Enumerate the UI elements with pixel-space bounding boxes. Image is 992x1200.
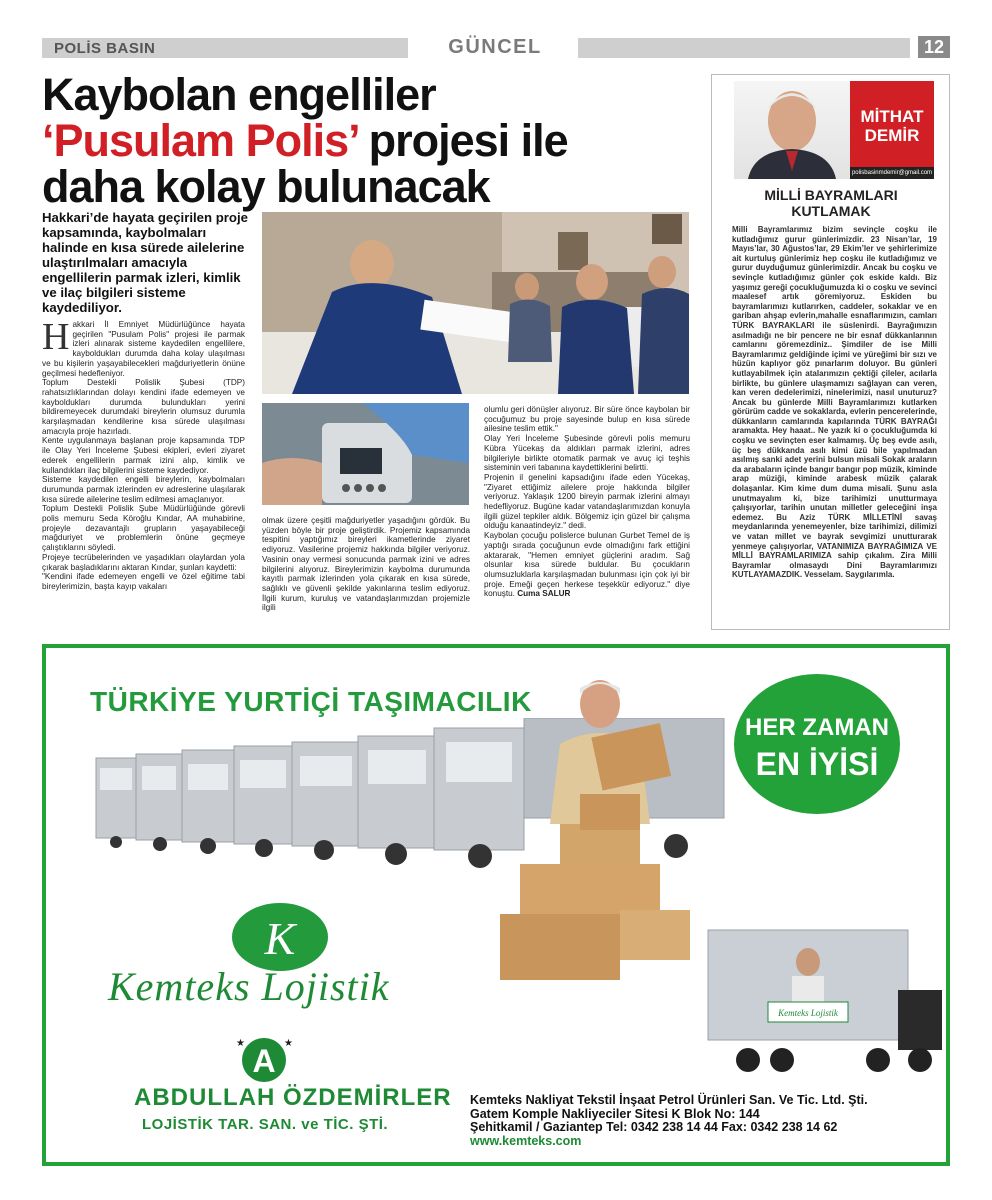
article-deck: Hakkari’de hayata geçirilen proje kapsamında, kaybolmaları halinde en kısa sürede ailelerine ulaştırılmaları amacıyla engellilerin parmak izleri, kimlik ve ilaç bilgileri sisteme kaydediliyor. [42,210,248,315]
article-byline: Cuma SALUR [517,589,571,599]
ad-website-link[interactable]: www.kemteks.com [470,1133,582,1148]
delivery-man-with-boxes [500,674,700,984]
article-paragraph [42,316,245,378]
article-paragraph: Kente uygulanmaya başlanan proje kapsamında TDP ile Olay Yeri İnceleme Şubesi ekipleri, evleri ziyaret ederek engellilerin parmak izini alıp, kimlik ve kullandıkları ilaç bilgilerini sisteme kaydediyor. [42,436,245,475]
ad-slogan-badge [734,674,900,814]
article-column-2 [262,516,470,613]
column-title: MİLLİ BAYRAMLARI KUTLAMAK [764,187,898,219]
ad-phone-line: Şehitkamil / Gaziantep Tel: 0342 238 14 44 Fax: 0342 238 14 62 [470,1120,838,1134]
article-paragraph [484,531,690,599]
photo-fingerprint-illustration [262,403,469,505]
headline-line-3: daha kolay bulunacak [42,161,490,212]
column-text: Milli Bayramlarımız bizim sevinçle coşku ile kutladığımız gurur günlerimizdir. 23 Nisan’lar, 19 Mayıs’lar, 30 Ağustos’lar, 29 Ekim’ler ve şehirlerimize ait kurtuluş günlerimiz hep coşku ile kutladığımız ve gurur duyduğumuz günlerimizdir. Ancak bu coşku ve sevinçle kutladığımız günler çok eskide kaldı. Biz yaşımız gereği çocukluğumuzda ki o coşku ve sevinci maalesef artık göremiyoruz. Eskiden bu bayramlarımızı kutlarırken, caddeler, sokaklar ve en gariban ahşap evlerin,mahalle esnaflarımızın, camları TÜRK BAYRAKLARI ile süslenirdi. Bayrağımızın asılmadığı ne bir pencere ne bir esnaf dükkanlarının camlarını göremezdiniz.. Şimdiler de ise Milli Bayramlarımız geldiğinde içimi ve yüreğimi bir sızı ve hüzün kaplıyor göz pınarlarım doluyor. Bu günleri kutlayabilmek için atalarımızın çektiği çileler, acılarla birlikte, bu günlere ulaşmamızı sağlayan can veren, kan veren dedelerimizi, ninelerimizi, nasıl unuturuz? Ancak bu günlerde Milli Bayramlarımızı kutlarken görürüm cadde ve sokaklarda, evlerin pencerelerinde, dükkanların camlarında kapılarında TÜRK BAYRAĞI aramakta. Hey haaat.. Ne yazık ki o çocukluğumda ki coşku ve sevinçten eser kalmamış. Üç beş evde asılı, üç beş dükkanda asılı kimi üzü bile yapılmadan asılmış sanki adet yerini bulsun misali Sokak araların da arabaların içinde bangır bangır pop müzik, kiminde arap müziği, kiminde arabesk müzik çalarak dolaşanlar. Kim kime dum duma misali. Şunu asla unutmayalım ki, bize tarihimizi unutturmaya çalışıyorlar, tarihin unutan milletler geleceğini inşa edemez. Bu Aziz TÜRK MİLLETİNİ savaş meydanlarında yenemeyenler, bize tarihimizi, dilimizi ve vatan millet ve bayrak sevgimizi unutturarak yenmeye çalışıyorlar, VATANIMIZA BAYRAĞIMIZA VE MİLLİ BAYRAMLARIMIZA sahip çıkalım. Zira Milli Bayramlar olmasaydı Dini Bayramlarımızı KUTLAYAMAZDIK. Vesselam. Saygılarımla. [732,225,937,580]
headline-line-1: Kaybolan engelliler [42,69,436,120]
columnist-last-name: DEMİR [864,126,920,145]
abdullah-company-subtitle: LOJİSTİK TAR. SAN. ve TİC. ŞTİ. [142,1116,389,1133]
article-photo-main [262,212,689,394]
abdullah-company-name: ABDULLAH ÖZDEMİRLER [134,1084,452,1111]
ad-contact-info [470,1094,868,1148]
header-bar-right [578,38,910,58]
ad-title: TÜRKİYE YURTİÇİ TAŞIMACILIK [90,686,532,717]
ad-slogan-line-2: EN İYİSİ [755,746,879,782]
kemteks-truck-illustration [688,910,948,1090]
advertisement-kemteks [42,644,950,1166]
star-icon: ★ [284,1038,293,1049]
columnist-email: polisbasinmdemir@gmail.com [850,167,934,179]
article-photo-fingerprint [262,403,469,505]
article-paragraph: olumlu geri dönüşler alıyoruz. Bir süre önce kaybolan bir çocuğumuz bu proje sayesinde bulup en kısa sürede ailesine teslim ettik." [484,405,690,434]
kemteks-logo-letter: K [264,913,296,964]
headline-project-name: ‘Pusulam Polis’ [42,115,358,166]
ad-address-line: Gatem Komple Nakliyeciler Sitesi K Blok No: 144 [470,1106,760,1121]
article-closing-text: Kaybolan çocuğu polislerce bulunan Gurbet Temel de iş yaptığı sırada çocuğunun evde olmadığını fark ettiğini aktararak, "Hemen emniyet güçlerini aradım. Sağ olsunlar kısa sürede buldular. Bu çocukların olumsuzluklarla karşılaşmadan bulunması için çok iyi bir proje. Emeği geçen herkese teşekkür ediyoruz." diye konuştu. [484,531,690,599]
article-paragraph: Olay Yeri İnceleme Şubesinde görevli polis memuru Kübra Yücekaş da aldıkları parmak izlerini, adres bilgileriyle birlikte otomatik parmak ve avuç içi teşhis sisteminin veri tabanına kaydettiklerini belirtti. [484,434,690,473]
article-paragraph: Sisteme kaydedilen engelli bireylerin, kaybolmaları durumunda parmak izlerinden ev adreslerine ulaşılarak kısa sürede ailelerine teslim edilmesi amaçlanıyor. [42,475,245,504]
kemteks-brand-name: Kemteks Lojistik [108,964,390,1009]
article-intro-text: akkari İl Emniyet Müdürlüğünce hayata geçirilen "Pusulam Polis" projesi ile parmak izleri alınarak sisteme kaydedilen engellilere, kayboldukları durumda daha kolay ulaşılması ve bu kişilerin yaşayabilecekleri mağduriyetlerin önüne geçilmesi hedefleniyor. [42,320,245,378]
header-bar-left [42,38,408,58]
abdullah-logo-icon [228,1034,300,1082]
article-paragraph: "Kendini ifade edemeyen engelli ve özel eğitime tabi bireylerimizin, başta kayıp vakaları [42,572,245,591]
article-headline [42,69,702,212]
columnist-name [850,81,934,167]
truck-logo-text: Kemteks Lojistik [778,1008,838,1018]
ad-slogan-line-1: HER ZAMAN [745,714,889,741]
page-number: 12 [918,36,950,58]
headline-line-2 [42,115,702,166]
article-paragraph: olmak üzere çeşitli mağduriyetler yaşadığını gördük. Bu yüzden böyle bir proje geliştirdik. Projemiz kapsamında tespitini yaptığımız bireyleri ikametlerinde ziyaret ediyoruz. Vasilerine projemiz hakkında bilgiler veriyoruz. Vasinin onay vermesi sonucunda parmak izini ve adres bilgilerini alıyoruz. Bireylerimizin kaybolma durumunda kayıtlı parmak izlerinden yola çıkarak en kısa sürede, sağlıklı ve güvenli şekilde yakınlarına teslim ediyoruz. İlgili kurum, kuruluş ve vatandaşlarımızdan projemizle ilgili [262,516,470,613]
drop-cap: H [42,316,70,358]
article-paragraph: Projeye tecrübelerinden ve yaşadıkları olaylardan yola çıkarak başladıklarını aktaran Kındar, şunları kaydetti: [42,552,245,572]
photo-officers-illustration [262,212,689,394]
columnist-first-name: MİTHAT [860,107,924,126]
headline-line-2-rest: projesi ile [357,115,568,166]
article-column-3 [484,405,690,599]
abdullah-logo-letter: A [252,1043,276,1079]
opinion-column [711,74,950,630]
article-paragraph: Projenin il genelini kapsadığını ifade eden Yücekaş, "Ziyaret ettiğimiz ailelere proje hakkında bilgiler veriyoruz. Yaklaşık 1200 bireyin parmak izlerini almayı hedefliyoruz. Bugüne kadar vatandaşlarımızdan konuyla ilgili güzel tepkiler aldık. Bölgemiz için güzel bir çalışma olduğu kanaatindeyiz." dedi. [484,472,690,531]
section-label: POLİS BASIN [54,40,156,57]
columnist-portrait [734,81,854,179]
article-column-1 [42,316,245,592]
star-icon: ★ [236,1038,245,1049]
article-paragraph: Toplum Destekli Polislik Şube Müdürlüğünde görevli polis memuru Seda Köroğlu Kındar, AA muhabirine, projeyle dezavantajlı grupların yaşayabileceği mağduriyet ve problemlerin önüne geçmeye çalıştıklarını söyledi. [42,504,245,553]
section-title: GÜNCEL [448,36,542,58]
columnist-banner [734,81,934,179]
article-paragraph: Toplum Destekli Polislik Şubesi (TDP) rahatsızlıklarından dolayı kendini ifade edemeyen ve kayboldukları durumda bulundukları yerini bildiremeyecek durumdaki bireylerin olumsuz durumla karşılaşmadan kendilerine kısa sürede ulaşılması amacıyla proje hazırladı. [42,378,245,436]
ad-company-line: Kemteks Nakliyat Tekstil İnşaat Petrol Ürünleri San. Ve Tic. Ltd. Şti. [470,1093,868,1107]
